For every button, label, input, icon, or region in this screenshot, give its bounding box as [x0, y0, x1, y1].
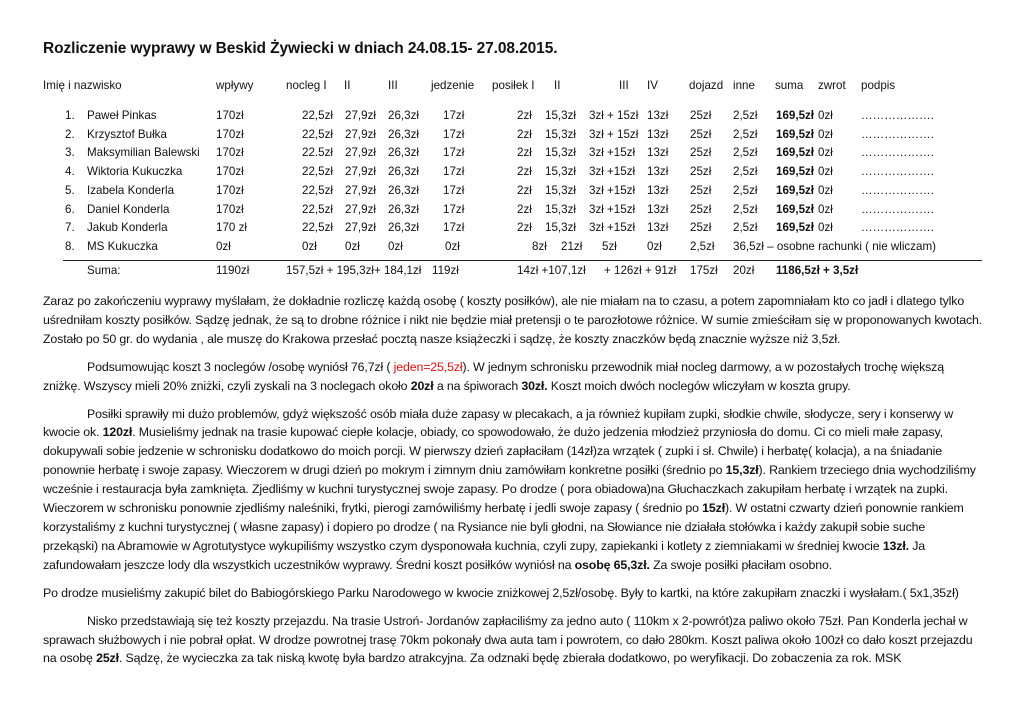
paragraph-2	[43, 358, 983, 396]
sum-nocleg: 157,5zł + 195,3zł+ 184,1zł	[286, 264, 422, 277]
cell-inne: 2,5zł	[733, 127, 758, 141]
text-span: Za swoje posiłki płaciłam osobno.	[649, 557, 833, 572]
cell-dojazd: 25zł	[690, 183, 712, 197]
cell-name: Paweł Pinkas	[87, 109, 157, 122]
header-zwrot: zwrot	[818, 79, 846, 92]
cell-name: Krzysztof Bułka	[87, 127, 167, 141]
cell-suma: 169,5zł	[776, 109, 815, 122]
cell-posilek-2: 15,3zł	[545, 127, 576, 141]
cell-name: Jakub Konderla	[87, 221, 168, 235]
sum-total: 1186,5zł + 3,5zł	[776, 264, 859, 277]
cell-zwrot: 0zł	[818, 146, 833, 160]
cell-dojazd: 25zł	[690, 221, 712, 235]
text-span: a na śpiworach	[433, 378, 522, 393]
cell-posilek-3: 3zł +15zł	[589, 165, 636, 179]
bold-amount: 20zł	[410, 378, 434, 393]
cell-suma: 169,5zł	[776, 183, 815, 197]
text-span: ). W jednym schronisku przewodnik miał nocleg darmowy, a w pozostałych trochę większą zniżkę. Wszyscy mieli 20% zniżki, czyli zyskali na 3 noclegach około	[43, 359, 944, 393]
cell-wplywy: 170 zł	[216, 221, 247, 235]
paragraph-3	[43, 405, 983, 575]
cell-suma: 169,5zł	[776, 221, 815, 235]
paragraph-1: Zaraz po zakończeniu wyprawy myślałam, że dokładnie rozliczę każdą osobę ( koszty posiłków), ale nie miałam na to czasu, a potem zapomniałam kto co jadł i dlatego tylko uśredniłam koszty posiłków. Sądzę jednak, że są to drobne różnice i nikt nie będzie miał pretensji o te parozłotowe różnice. W sumie zmieściłam się w proponowanych kwotach. Zostało po 50 gr. do wydania , ale muszę do Krakowa przesłać pocztą nasze książeczki i sądzę, że koszty znaczków będą znacznie wyższe niż 3,5zł.	[43, 294, 983, 346]
cell-dojazd: 25zł	[690, 165, 712, 179]
cell-no: 3.	[65, 146, 75, 160]
table-row	[0, 184, 1024, 201]
header-dojazd: dojazd	[689, 79, 724, 92]
cell-posilek-3: 3zł + 15zł	[589, 127, 639, 141]
sum-wplywy: 1190zł	[216, 264, 250, 277]
header-nocleg-2: II	[344, 79, 351, 92]
cell-posilek-1: 2zł	[517, 109, 532, 122]
cell-podpis: ……………….	[861, 183, 934, 197]
sum-dojazd: 175zł	[690, 264, 718, 277]
cell-podpis: ……………….	[861, 127, 934, 141]
cell-suma: 169,5zł	[776, 127, 815, 141]
cell-nocleg-3: 26,3zł	[388, 146, 419, 160]
bold-amount: 30zł.	[521, 378, 548, 393]
cell-nocleg-3: 26,3zł	[388, 127, 419, 141]
cell-wplywy: 170zł	[216, 146, 244, 160]
bold-amount: 120zł	[102, 425, 133, 440]
cell-inne: 2,5zł	[733, 221, 758, 235]
cell-posilek-2: 15,3zł	[545, 146, 576, 160]
cell-suma: 169,5zł	[776, 165, 815, 179]
cell-dojazd: 25zł	[690, 127, 712, 141]
sum-label: Suma:	[87, 264, 121, 277]
cell-wplywy: 170zł	[216, 109, 244, 122]
cell-podpis: ……………….	[861, 165, 934, 179]
cell-nocleg-2: 27,9zł	[345, 221, 376, 235]
cell-posilek-3: 3zł +15zł	[589, 183, 636, 197]
cell-nocleg-3: 26,3zł	[388, 221, 419, 235]
cell-wplywy: 170zł	[216, 183, 244, 197]
paragraph-4: Po drodze musieliśmy zakupić bilet do Babiogórskiego Parku Narodowego w kwocie zniżkowej 2,5zł/osobę. Były to kartki, na które zakupiłam znaczki i wysłałam.( 5x1,35zł)	[43, 585, 959, 600]
text-span: Ja zafundowałam jeszcze lody dla wszystkich uczestników wyprawy. Średni koszt posiłków wyniósł na	[43, 538, 926, 572]
cell-no: 5.	[65, 183, 75, 197]
table-row	[0, 109, 1024, 126]
cell-inne: 2,5zł	[733, 165, 758, 179]
cell-no: 6.	[65, 202, 75, 216]
cell-zwrot: 0zł	[818, 127, 833, 141]
cell-posilek-3: 3zł + 15zł	[589, 109, 639, 122]
sum-posilki: 14zł +107,1zł	[517, 264, 586, 277]
header-podpis: podpis	[861, 79, 896, 92]
cell-suma: 169,5zł	[776, 202, 815, 216]
cell-nocleg-2: 0zł	[345, 240, 360, 253]
cell-jedzenie: 17zł	[443, 146, 465, 160]
bold-amount: 15zł	[702, 501, 725, 516]
cell-podpis: ……………….	[861, 221, 934, 235]
header-posilek-1: posiłek I	[492, 79, 535, 92]
cell-zwrot: 0zł	[818, 165, 833, 179]
cell-nocleg-1: 22,5zł	[302, 165, 333, 179]
cell-nocleg-1: 0zł	[302, 240, 317, 253]
cell-no: 7.	[65, 221, 75, 235]
cell-nocleg-3: 26,3zł	[388, 183, 419, 197]
cell-posilek-3: 3zł +15zł	[589, 221, 636, 235]
cell-dojazd: 25zł	[690, 146, 712, 160]
cell-posilek-1: 2zł	[517, 221, 532, 235]
cell-nocleg-2: 27,9zł	[345, 127, 376, 141]
text-span: Posiłki sprawiły mi dużo problemów, gdyż większość osób miała duże zapasy w plecakach, a ja również kupiłam zupki, słodkie chwile, słodycze, sery i konserwy w kwocie ok.	[43, 406, 954, 440]
table-header	[0, 79, 1024, 95]
cell-zwrot: 0zł	[818, 221, 833, 235]
cell-wplywy: 170zł	[216, 202, 244, 216]
cell-posilek-2: 15,3zł	[545, 202, 576, 216]
sum-posilki-2: + 126zł + 91zł	[604, 264, 677, 277]
cell-name: Daniel Konderla	[87, 202, 170, 216]
cell-posilek-1: 2zł	[517, 202, 532, 216]
text-span: . Musieliśmy jednak na trasie kupować ciepłe kolacje, obiady, co spowodowało, że dużo jedzenia młodzież przyniosła do domu. Ci co mieli małe zapasy, dokupywali sobie jedzenie w schronisku dodatkowo do moich porcji. W pierwszy dzień zapłaciłam (14zł)za wrzątek ( zupki i sł. Chwile) i herbatę( kolacja), a na śniadanie ponownie herbatę i swoje zapasy. Wieczorem w drugi dzień po mokrym i zimnym dniu zamówiłam konkretne posiłki (średnio po	[43, 425, 943, 478]
document-body	[43, 292, 983, 677]
cell-jedzenie: 17zł	[443, 127, 465, 141]
cell-podpis: ……………….	[861, 146, 934, 160]
cell-posilek-2: 15,3zł	[545, 183, 576, 197]
cell-nocleg-1: 22.5zł	[302, 146, 333, 160]
header-nocleg-3: III	[388, 79, 398, 92]
header-posilek-3: III	[619, 79, 629, 92]
table-row	[0, 165, 1024, 182]
text-span: Nisko przedstawiają się też koszty przejazdu. Na trasie Ustroń- Jordanów zapłaciliśmy za jedno auto ( 110km x 2-powrót)za paliwo około 75zł. Pan Konderla jechał w sprawach służbowych i nie pobrał opłat. W drodze powrotnej trasę 70km pokonały dwa auta tam i powrotem, co dało 280km. Koszt paliwa około 100zł co dało koszt przejazdu na osobę	[43, 613, 973, 666]
cell-posilek-4: 13zł	[647, 127, 669, 141]
cell-no: 8.	[65, 240, 75, 253]
cell-zwrot: 0zł	[818, 202, 833, 216]
cell-posilek-3: 3zł +15zł	[589, 202, 636, 216]
cell-wplywy: 170zł	[216, 165, 244, 179]
header-posilek-2: II	[554, 79, 561, 92]
cell-posilek-4: 13zł	[647, 183, 669, 197]
cell-suma: 169,5zł	[776, 146, 815, 160]
cell-posilek-3: 5zł	[602, 240, 617, 253]
cell-nocleg-2: 27,9zł	[345, 165, 376, 179]
cell-nocleg-1: 22,5zł	[302, 127, 333, 141]
cell-wplywy: 0zł	[216, 240, 231, 253]
cell-zwrot: 0zł	[818, 183, 833, 197]
cell-posilek-2: 21zł	[561, 240, 583, 253]
cell-dojazd: 2,5zł	[690, 240, 715, 253]
table-row	[0, 128, 1024, 145]
document-title: Rozliczenie wyprawy w Beskid Żywiecki w dniach 24.08.15- 27.08.2015.	[43, 40, 558, 57]
cell-podpis: ……………….	[861, 109, 934, 122]
cell-no: 2.	[65, 127, 75, 141]
text-span: Podsumowując koszt 3 noclegów /osobę wyniósł 76,7zł (	[87, 359, 391, 374]
cell-no: 1.	[65, 109, 75, 122]
cell-posilek-2: 15,3zł	[545, 221, 576, 235]
cell-nocleg-2: 27,9zł	[345, 146, 376, 160]
table-divider	[63, 260, 982, 261]
text-span: Koszt moich dwóch noclegów wliczyłam w koszta grupy.	[547, 378, 851, 393]
cell-note: 36,5zł – osobne rachunki ( nie wliczam)	[733, 240, 936, 253]
cell-inne: 2,5zł	[733, 109, 758, 122]
cell-nocleg-3: 26,3zł	[388, 202, 419, 216]
header-wplywy: wpływy	[216, 79, 254, 92]
cell-posilek-2: 15,3zł	[545, 165, 576, 179]
cell-nocleg-1: 22,5zł	[302, 183, 333, 197]
bold-amount: 25zł	[96, 651, 119, 666]
cell-posilek-3: 3zł +15zł	[589, 146, 636, 160]
cell-posilek-4: 13zł	[647, 109, 669, 122]
cell-zwrot: 0zł	[818, 109, 833, 122]
cell-nocleg-1: 22,5zł	[302, 202, 333, 216]
header-nocleg-1: nocleg I	[286, 79, 327, 92]
cell-posilek-1: 2zł	[517, 165, 532, 179]
cell-inne: 2,5zł	[733, 202, 758, 216]
table-row-8	[0, 240, 1024, 257]
header-name: Imię i nazwisko	[43, 79, 122, 92]
table-sum-row	[0, 264, 1024, 281]
cell-posilek-4: 13zł	[647, 165, 669, 179]
cell-nocleg-2: 27,9zł	[345, 109, 376, 122]
cell-name: Maksymilian Balewski	[87, 146, 200, 160]
cell-jedzenie: 17zł	[443, 202, 465, 216]
cell-nocleg-1: 22,5zł	[302, 109, 333, 122]
cell-name: Izabela Konderla	[87, 183, 175, 197]
cell-nocleg-2: 27,9zł	[345, 202, 376, 216]
cell-jedzenie: 17zł	[443, 165, 465, 179]
cell-podpis: ……………….	[861, 202, 934, 216]
text-span: ). Rankiem trzeciego dnia wychodziliśmy wcześnie i restauracja była zamknięta. Zjedliśmy w kuchni turystycznej swoje zapasy. Po drodze ( pora obiadowa)na Głuchaczkach zakupiłam herbatę i wrzątek na zupki. Wieczorem w schronisku ponownie zjedliśmy naleśniki, frytki, pierogi zamówiliśmy herbatę i jedli swoje zapasy ( średnio po	[43, 463, 976, 516]
cell-posilek-4: 0zł	[647, 240, 662, 253]
cell-name: MS Kukuczka	[87, 240, 158, 253]
cell-dojazd: 25zł	[690, 109, 712, 122]
cell-posilek-1: 8zł	[532, 240, 547, 253]
cell-nocleg-3: 0zł	[388, 240, 403, 253]
cell-posilek-1: 2zł	[517, 146, 532, 160]
bold-amount: 15,3zł	[725, 463, 759, 478]
cell-dojazd: 25zł	[690, 202, 712, 216]
cell-no: 4.	[65, 165, 75, 179]
sum-jedzenie: 119zł	[432, 264, 459, 277]
cell-posilek-1: 2zł	[517, 127, 532, 141]
cell-jedzenie: 17zł	[443, 109, 465, 122]
table-row	[0, 221, 1024, 238]
cell-name: Wiktoria Kukuczka	[87, 165, 183, 179]
cell-nocleg-3: 26,3zł	[388, 109, 419, 122]
cell-nocleg-3: 26,3zł	[388, 165, 419, 179]
header-suma: suma	[775, 79, 804, 92]
text-span: ). W ostatni czwarty dzień ponownie rankiem korzystaliśmy z kuchni turystycznej ( własne zapasy) i dopiero po drodze ( na Rysiance nie byli głodni, na Słowiance nie działała stołówka i każdy zakupił sobie suche przekąski) na Abramowie w Agrotutystyce wykupiliśmy wszystko czym dysponowała kuchnia, czyli zupy, zapiekanki i kotlety z ziemniakami w średniej kwocie	[43, 501, 964, 553]
red-highlight: jeden=25,5zł	[390, 359, 463, 374]
cell-posilek-1: 2zł	[517, 183, 532, 197]
cell-inne: 2,5zł	[733, 183, 758, 197]
cell-posilek-4: 13zł	[647, 221, 669, 235]
cell-inne: 2,5zł	[733, 146, 758, 160]
cell-jedzenie: 0zł	[445, 240, 460, 253]
cell-jedzenie: 17zł	[443, 183, 465, 197]
cell-nocleg-2: 27,9zł	[345, 183, 376, 197]
cell-jedzenie: 17zł	[443, 221, 465, 235]
cell-wplywy: 170zł	[216, 127, 244, 141]
bold-amount: 13zł.	[882, 538, 909, 553]
text-span: . Sądzę, że wycieczka za tak niską kwotę była bardzo atrakcyjna. Za odznaki będę zbierała dodatkowo, po weryfikacji. Do zobaczenia za rok. MSK	[118, 651, 902, 666]
sum-inne: 20zł	[733, 264, 755, 277]
cell-posilek-2: 15,3zł	[545, 109, 576, 122]
header-inne: inne	[733, 79, 755, 92]
cell-posilek-4: 13zł	[647, 146, 669, 160]
header-jedzenie: jedzenie	[431, 79, 475, 92]
header-posilek-4: IV	[647, 79, 658, 92]
table-row	[0, 203, 1024, 220]
cell-nocleg-1: 22,5zł	[302, 221, 333, 235]
cell-posilek-4: 13zł	[647, 202, 669, 216]
table-row	[0, 146, 1024, 163]
bold-amount: osobę 65,3zł.	[574, 557, 650, 572]
paragraph-5	[43, 612, 983, 669]
